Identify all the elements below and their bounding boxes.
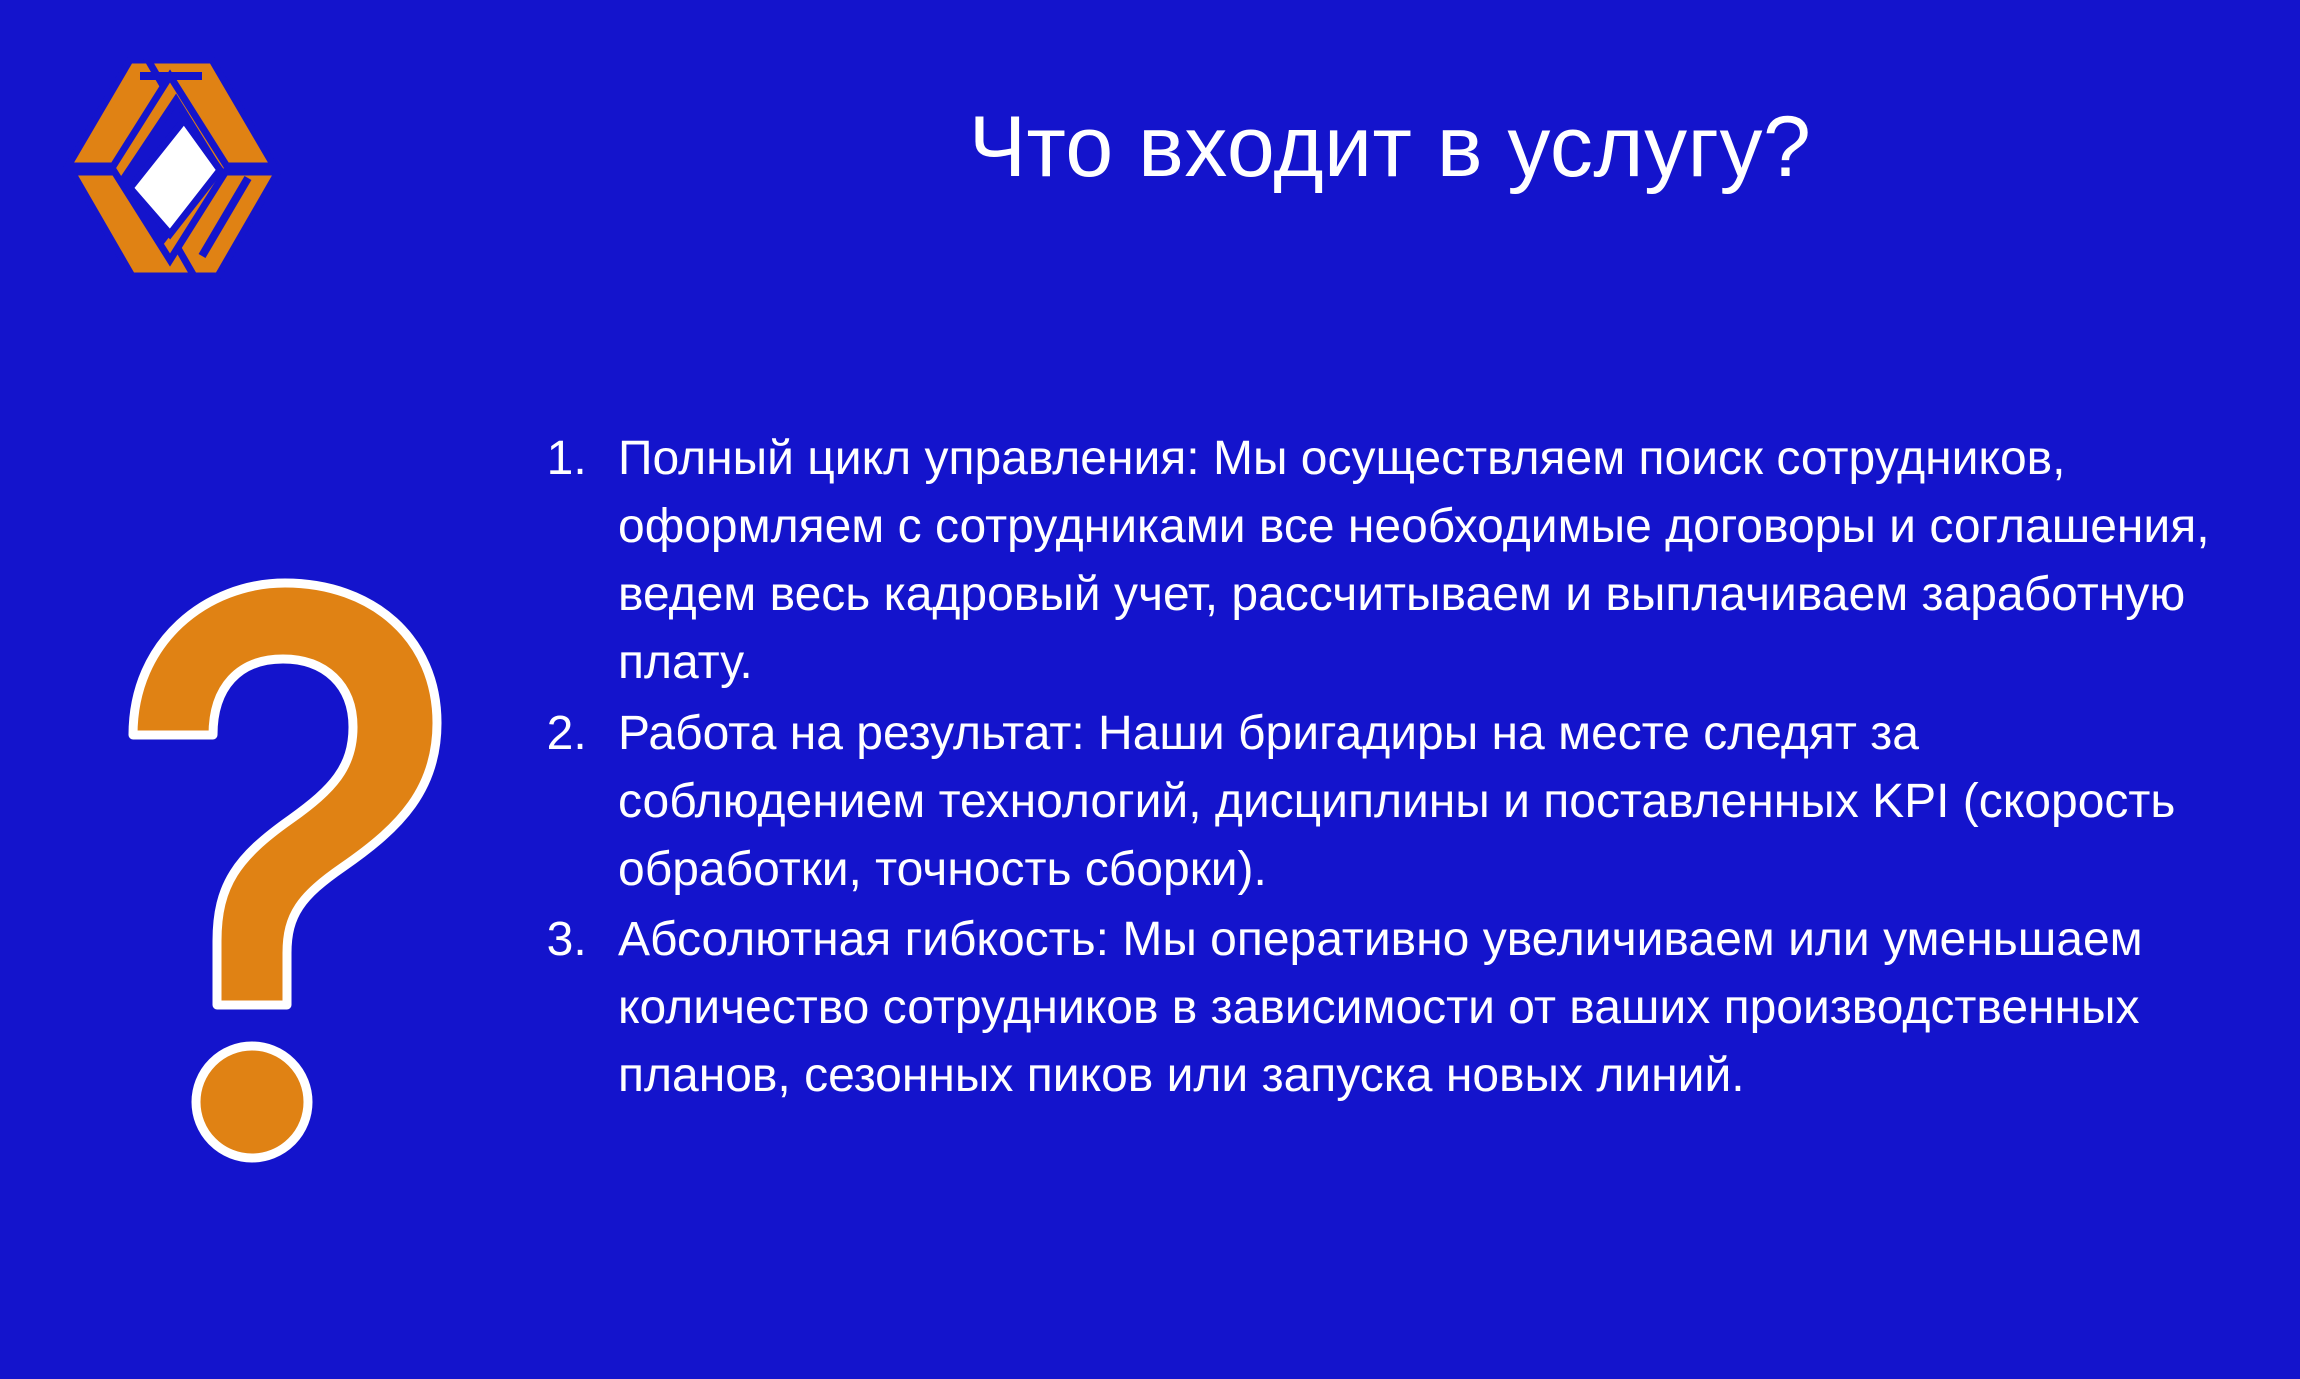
hexagon-cube-logo — [52, 38, 322, 308]
page-title: Что входит в услугу? — [968, 99, 1812, 195]
list-item: 2. Работа на результат: Наши бригадиры на месте следят за соблюдением технологий, дисциплины и поставленных KPI (скорость обработки, точность сборки). — [600, 700, 2230, 904]
list-item: 3. Абсолютная гибкость: Мы оперативно увеличиваем или уменьшаем количество сотрудников в зависимости от ваших производственных планов, сезонных пиков или запуска новых линий. — [600, 906, 2230, 1110]
list-item: 1. Полный цикл управления: Мы осуществляем поиск сотрудников, оформляем с сотрудниками все необходимые договоры и соглашения, ведем весь кадровый учет, рассчитываем и выплачиваем заработную плату. — [600, 425, 2230, 698]
content-area — [530, 425, 2230, 1113]
service-items-list — [530, 425, 2230, 1111]
question-mark-icon — [95, 575, 465, 1195]
